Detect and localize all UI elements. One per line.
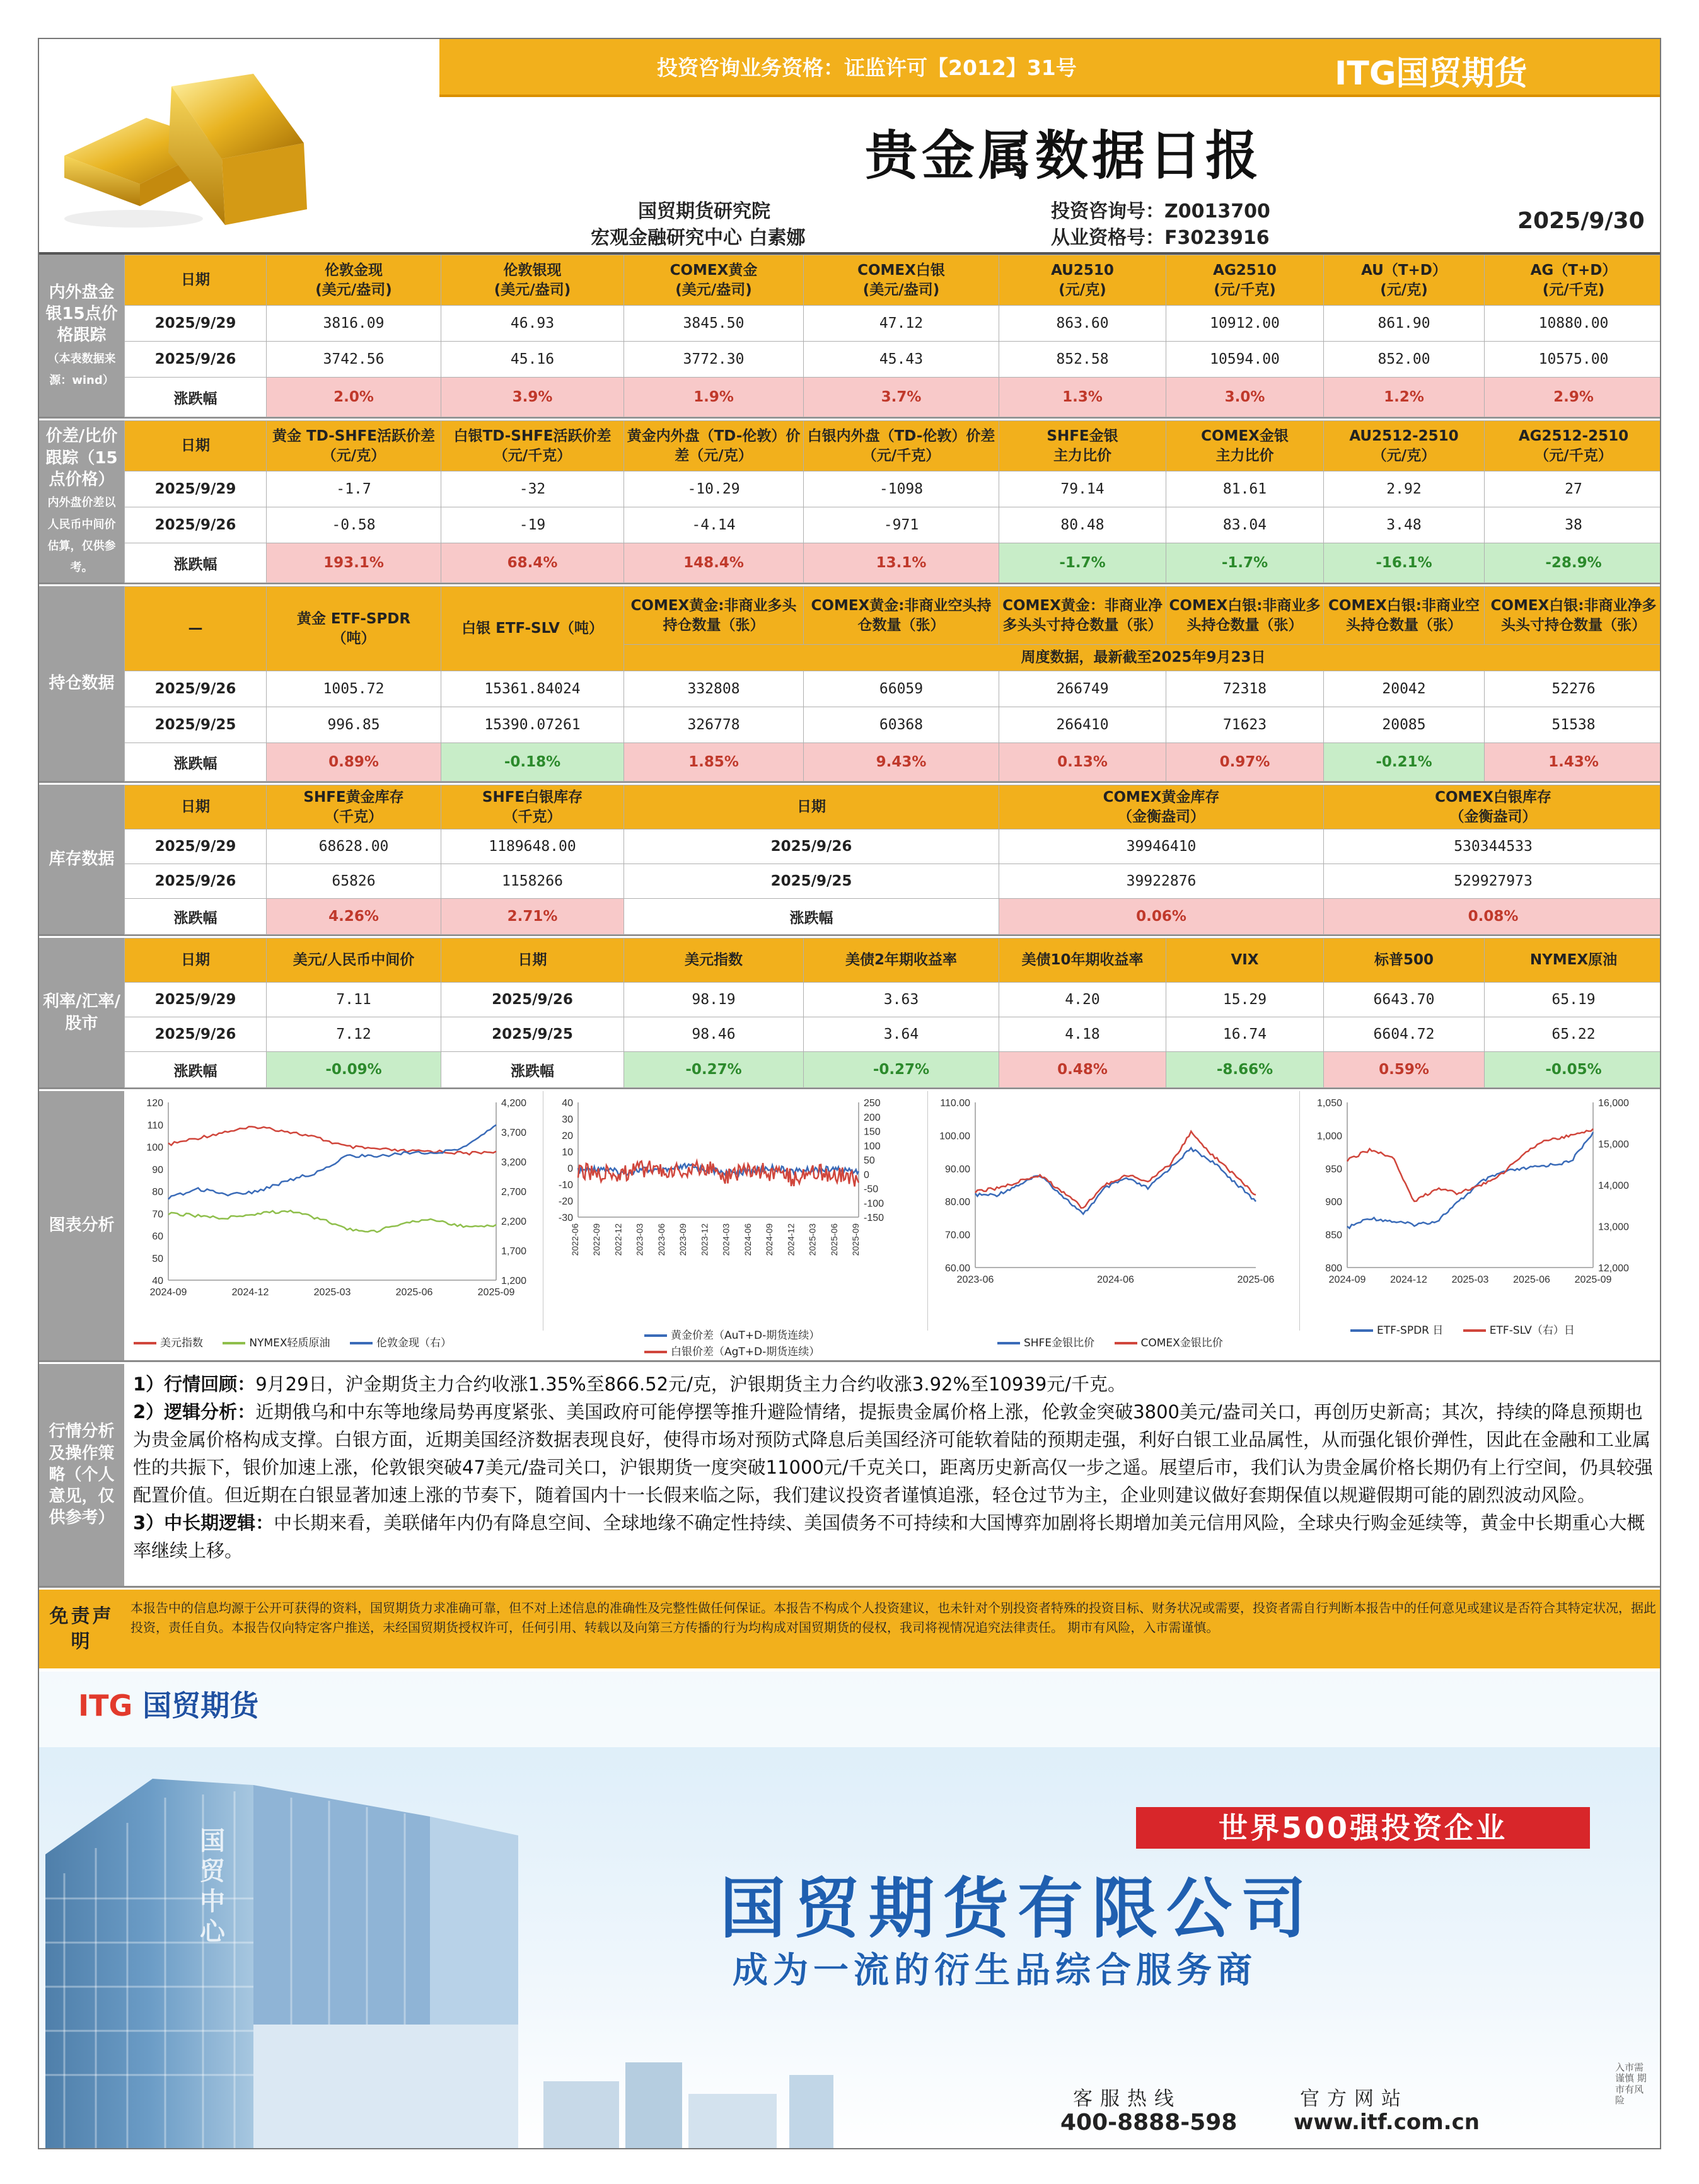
report-title: 贵金属数据日报 bbox=[865, 125, 1263, 187]
table-row: 2025/9/29 -1.7 -32 -10.29 -1098 79.14 81.61 2.92 27 bbox=[125, 471, 1662, 507]
chart-legend-1: 美元指数 NYMEX轻质原油 伦敦金现（右） bbox=[134, 1334, 468, 1349]
y-tick-label: 50 bbox=[152, 1253, 163, 1264]
table-row: 2025/9/26 1005.72 15361.84024 332808 66059 266749 72318 20042 52276 bbox=[125, 671, 1662, 707]
series-line bbox=[975, 1131, 1256, 1208]
col-header: COMEX白银 (美元/盎司) bbox=[804, 255, 999, 306]
position-header-row: — 黄金 ETF-SPDR （吨） 白银 ETF-SLV（吨） COMEX黄金:非商业多头持仓数量（张） COMEX黄金:非商业空头持仓数量（张） COMEX黄金：非商业净多头头寸持仓数量（张） COMEX白银:非商业多头持仓数量（张） COMEX白银:非商业空头持仓数量（张） COMEX白银:非商业净多头头寸持仓数量（张） bbox=[125, 587, 1662, 645]
y-tick-label: 900 bbox=[1325, 1197, 1342, 1208]
y-tick-label: 40 bbox=[152, 1276, 163, 1286]
charts-section-label: 图表分析 bbox=[39, 1091, 124, 1360]
top-banner bbox=[439, 39, 1661, 97]
table-row: 2025/9/26 -0.58 -19 -4.14 -971 80.48 83.04 3.48 38 bbox=[125, 507, 1662, 543]
y-tick-label: 100.00 bbox=[939, 1131, 970, 1142]
y2-tick-label: 2,200 bbox=[501, 1216, 527, 1227]
change-row: 涨跌幅 193.1% 68.4% 148.4% 13.1% -1.7% -1.7% -16.1% -28.9% bbox=[125, 543, 1662, 583]
col-header: 伦敦金现 (美元/盎司) bbox=[267, 255, 441, 306]
inventory-section bbox=[39, 785, 1661, 936]
y-tick-label: 10 bbox=[562, 1147, 573, 1158]
change-row: 涨跌幅 -0.09% 涨跌幅 -0.27% -0.27% 0.48% -8.66% 0.59% -0.05% bbox=[125, 1052, 1662, 1088]
y-tick-label: 110.00 bbox=[940, 1098, 970, 1109]
chart-gold-silver-spread bbox=[543, 1091, 928, 1331]
license-text: 投资咨询业务资格：证监许可【2012】31号 bbox=[657, 55, 1077, 80]
position-table bbox=[124, 586, 1661, 782]
position-section-label: 持仓数据 bbox=[39, 586, 124, 781]
analysis-paragraph-2: 2）逻辑分析：近期俄乌和中东等地缘局势再度紧张、美国政府可能停摆等推升避险情绪，提振贵金属价格上涨，伦敦金突破3800美元/盎司关口，再创历史新高；其次，持续的降息预期也为贵金属价格构成支撑。白银方面，近期美国经济数据表现良好，使得市场对预防式降息后美国经济可能软着陆的预期走强，利好白银工业品属性，从而强化银价弹性，因此在金融和工业属性的共振下，银价加速上涨，伦敦银突破47美元/盎司关口，沪银期货一度突破11000元/千克关口，距离历史新高仅一步之遥。展望后市，我们认为贵金属价格长期仍有上行空间，仍具较强配置价值。但近期在白银显著加速上涨的节奏下，随着国内十一长假来临之际，我们建议投资者谨慎追涨，轻仓过节为主，企业则建议做好套期保值以规避假期可能的剧烈波动风险。 bbox=[133, 1401, 1653, 1506]
x-tick-label: 2025-09 bbox=[850, 1223, 861, 1256]
x-tick-label: 2022-06 bbox=[570, 1223, 580, 1256]
y2-tick-label: 1,700 bbox=[501, 1246, 527, 1257]
x-tick-label: 2024-12 bbox=[231, 1287, 269, 1298]
y2-tick-label: 1,200 bbox=[501, 1276, 527, 1286]
analysis-paragraph-1: 1）行情回顾：9月29日，沪金期货主力合约收涨1.35%至866.52元/克，沪银期货主力合约收涨3.92%至10939元/千克。 bbox=[133, 1373, 1127, 1395]
inventory-header-row: 日期 SHFE黄金库存 （千克） SHFE白银库存 （千克） 日期 COMEX黄金库存 （金衡盎司） COMEX白银库存 （金衡盎司） bbox=[125, 785, 1662, 829]
spread-table bbox=[124, 420, 1661, 583]
y-tick-label: 850 bbox=[1325, 1230, 1342, 1241]
chart-etf-holdings bbox=[1300, 1091, 1661, 1331]
charts-section bbox=[39, 1091, 1661, 1362]
y2-tick-label: 0 bbox=[864, 1169, 869, 1181]
y-tick-label: 90.00 bbox=[944, 1164, 970, 1175]
y-tick-label: -30 bbox=[558, 1213, 573, 1223]
y-tick-label: 110 bbox=[147, 1120, 163, 1131]
spread-section bbox=[39, 420, 1661, 584]
company-name: 国贸期货有限公司 bbox=[720, 1870, 1316, 1947]
y2-tick-label: 200 bbox=[864, 1112, 881, 1123]
analysis-section bbox=[39, 1364, 1661, 1588]
x-tick-label: 2024-12 bbox=[786, 1223, 796, 1256]
x-tick-label: 2023-06 bbox=[656, 1223, 666, 1256]
price-header-row bbox=[125, 255, 1662, 306]
rates-section-label: 利率/汇率/股市 bbox=[39, 938, 124, 1087]
disclaimer-label: 免责声明 bbox=[39, 1590, 124, 1668]
table-row: 2025/9/29 7.11 2025/9/26 98.19 3.63 4.20 15.29 6643.70 65.19 bbox=[125, 983, 1662, 1017]
table-row: 2025/9/25 996.85 15390.07261 326778 60368 266410 71623 20085 51538 bbox=[125, 707, 1662, 743]
table-row: 2025/9/26 3742.56 45.16 3772.30 45.43 852.58 10594.00 852.00 10575.00 bbox=[125, 342, 1662, 378]
x-tick-label: 2022-12 bbox=[613, 1223, 623, 1256]
y-tick-label: 120 bbox=[146, 1098, 163, 1109]
y2-tick-label: 12,000 bbox=[1598, 1263, 1629, 1274]
analysis-paragraph-3: 3）中长期逻辑：中长期来看，美联储年内仍有降息空间、全球地缘不确定性持续、美国债务不可持续和大国博弈加剧将长期增加美元信用风险，全球央行购金延续等，黄金中长期重心大概率继续上移。 bbox=[133, 1512, 1645, 1562]
gold-bar-image bbox=[52, 49, 329, 238]
y2-tick-label: 13,000 bbox=[1598, 1222, 1629, 1233]
x-tick-label: 2024-09 bbox=[1328, 1274, 1366, 1285]
y-tick-label: 1,050 bbox=[1316, 1098, 1342, 1109]
inventory-section-label: 库存数据 bbox=[39, 785, 124, 934]
building-signage: 国贸中心 bbox=[200, 1827, 225, 1946]
risk-notice: 入市需谨慎 期市有风险 bbox=[1615, 2062, 1647, 2106]
y2-tick-label: 3,700 bbox=[501, 1128, 527, 1138]
research-center: 宏观金融研究中心 白素娜 bbox=[591, 227, 806, 249]
website-label: 官方网站 bbox=[1300, 2088, 1408, 2110]
x-tick-label: 2025-03 bbox=[313, 1287, 351, 1298]
x-tick-label: 2024-06 bbox=[1097, 1274, 1134, 1285]
x-tick-label: 2023-12 bbox=[699, 1223, 710, 1256]
disclaimer-section bbox=[39, 1590, 1661, 1668]
y2-tick-label: 15,000 bbox=[1598, 1139, 1629, 1150]
x-tick-label: 2024-03 bbox=[721, 1223, 731, 1256]
col-header: 日期 bbox=[125, 255, 267, 306]
y-tick-label: -20 bbox=[558, 1196, 573, 1207]
y-tick-label: 950 bbox=[1325, 1164, 1342, 1175]
website-url[interactable]: www.itf.com.cn bbox=[1294, 2110, 1480, 2135]
y-tick-label: 90 bbox=[152, 1164, 163, 1176]
x-tick-label: 2025-06 bbox=[828, 1223, 839, 1256]
x-tick-label: 2025-09 bbox=[477, 1287, 515, 1298]
y-tick-label: 70 bbox=[152, 1209, 163, 1220]
analysis-section-label: 行情分析及操作策略（个人意见，仅供参考） bbox=[39, 1364, 124, 1586]
x-tick-label: 2025-03 bbox=[1451, 1274, 1489, 1285]
institute-name: 国贸期货研究院 bbox=[638, 200, 770, 222]
report-date: 2025/9/30 bbox=[1517, 208, 1645, 234]
inventory-table bbox=[124, 785, 1661, 935]
series-line bbox=[1347, 1132, 1593, 1228]
x-tick-label: 2023-03 bbox=[634, 1223, 645, 1256]
change-row: 涨跌幅 2.0% 3.9% 1.9% 3.7% 1.3% 3.0% 1.2% 2.9% bbox=[125, 378, 1662, 417]
x-tick-label: 2025-06 bbox=[395, 1287, 433, 1298]
spread-section-label: 价差/比价跟踪（15点价格） 内外盘价差以人民币中间价估算，仅供参考。 bbox=[39, 420, 124, 582]
chart-legend-4: ETF-SPDR 日 ETF-SLV（右）日 bbox=[1350, 1321, 1591, 1337]
x-tick-label: 2025-06 bbox=[1513, 1274, 1550, 1285]
brand-logo: ITG国贸期货 bbox=[1335, 55, 1528, 93]
y-tick-label: 800 bbox=[1325, 1263, 1342, 1274]
hotline-number: 400-8888-598 bbox=[1060, 2110, 1238, 2135]
chart-panel-4 bbox=[1300, 1091, 1661, 1331]
y2-tick-label: 250 bbox=[864, 1098, 881, 1109]
x-tick-label: 2022-09 bbox=[591, 1223, 602, 1256]
chart-gold-silver-ratio bbox=[928, 1091, 1300, 1331]
y-tick-label: 100 bbox=[146, 1142, 163, 1153]
position-section bbox=[39, 586, 1661, 783]
y-tick-label: 1,000 bbox=[1316, 1131, 1342, 1142]
tagline-badge: 世界500强投资企业 bbox=[1136, 1807, 1590, 1849]
y-tick-label: 60 bbox=[152, 1231, 163, 1242]
table-row: 2025/9/26 65826 1158266 2025/9/25 39922876 529927973 bbox=[125, 864, 1662, 899]
hotline-label: 客服热线 bbox=[1073, 2088, 1181, 2110]
col-header: 伦敦银现 (美元/盎司) bbox=[441, 255, 624, 306]
y-tick-label: 80.00 bbox=[944, 1197, 970, 1208]
y2-tick-label: 16,000 bbox=[1598, 1098, 1629, 1109]
col-header: AG2510 (元/千克) bbox=[1166, 255, 1324, 306]
y2-tick-label: 14,000 bbox=[1598, 1181, 1629, 1191]
col-header: AU2510 (元/克) bbox=[999, 255, 1166, 306]
banner-logo: ITG 国贸期货 bbox=[78, 1689, 259, 1723]
rates-section bbox=[39, 938, 1661, 1089]
col-header: AG（T+D） (元/千克) bbox=[1485, 255, 1662, 306]
series-line bbox=[168, 1211, 496, 1232]
x-tick-label: 2024-06 bbox=[742, 1223, 753, 1256]
price-section-label: 内外盘金银15点价格跟踪 （本表数据来源：wind） bbox=[39, 255, 124, 417]
price-section bbox=[39, 255, 1661, 419]
y-tick-label: 70.00 bbox=[944, 1230, 970, 1241]
y2-tick-label: 2,700 bbox=[501, 1187, 527, 1198]
analysis-text bbox=[124, 1364, 1661, 1586]
company-slogan: 成为一流的衍生品综合服务商 bbox=[733, 1950, 1257, 1991]
x-tick-label: 2023-06 bbox=[956, 1274, 994, 1285]
y2-tick-label: -50 bbox=[864, 1184, 879, 1195]
y2-tick-label: -100 bbox=[864, 1198, 884, 1210]
consult-number: 投资咨询号：Z0013700 bbox=[1051, 200, 1270, 222]
disclaimer-text: 本报告中的信息均源于公开可获得的资料，国贸期货力求准确可靠，但不对上述信息的准确性及完整性做任何保证。本报告不构成个人投资建议，也未针对个别投资者特殊的投资目标、财务状况或需要，投资者需自行判断本报告中的任何意见或建议是否符合其特定状况，据此投资，责任自负。本报告仅向特定客户推送，未经国贸期货授权许可，任何引用、转载以及向第三方传播的行为均构成对国贸期货的侵权，我司将视情况追究法律责任。 期市有风险，入市需谨慎。 bbox=[130, 1600, 1656, 1635]
y-tick-label: 60.00 bbox=[944, 1263, 970, 1274]
chart-panel-2 bbox=[543, 1091, 928, 1331]
y-tick-label: 20 bbox=[562, 1131, 573, 1141]
col-header: AU（T+D） (元/克) bbox=[1324, 255, 1485, 306]
col-header: COMEX黄金 (美元/盎司) bbox=[624, 255, 804, 306]
x-tick-label: 2024-09 bbox=[149, 1287, 187, 1298]
x-tick-label: 2024-09 bbox=[764, 1223, 775, 1256]
table-row: 2025/9/29 3816.09 46.93 3845.50 47.12 863.60 10912.00 861.90 10880.00 bbox=[125, 306, 1662, 342]
chart-usd-oil-gold bbox=[124, 1091, 543, 1331]
y-tick-label: -10 bbox=[558, 1180, 573, 1191]
y-tick-label: 0 bbox=[567, 1164, 573, 1174]
y-tick-label: 80 bbox=[152, 1187, 163, 1198]
chart-legend-3: SHFE金银比价 COMEX金银比价 bbox=[997, 1334, 1239, 1349]
price-table bbox=[124, 255, 1661, 417]
y2-tick-label: -150 bbox=[864, 1213, 884, 1223]
weekly-note: 周度数据，最新截至2025年9月23日 bbox=[624, 645, 1662, 671]
table-row: 2025/9/26 7.12 2025/9/25 98.46 3.64 4.18 16.74 6604.72 65.22 bbox=[125, 1017, 1662, 1052]
rates-table bbox=[124, 938, 1661, 1088]
spread-header-row: 日期 黄金 TD-SHFE活跃价差（元/克） 白银TD-SHFE活跃价差（元/千克） 黄金内外盘（TD-伦敦）价差（元/克） 白银内外盘（TD-伦敦）价差（元/千克） SHFE金银 主力比价 COMEX金银 主力比价 AU2512-2510 （元/克） AG2512-2510 （元/千克） bbox=[125, 421, 1662, 471]
y2-tick-label: 3,200 bbox=[501, 1157, 527, 1168]
y-tick-label: 30 bbox=[562, 1114, 573, 1125]
y2-tick-label: 50 bbox=[864, 1155, 875, 1166]
x-tick-label: 2025-03 bbox=[807, 1223, 818, 1256]
y-tick-label: 40 bbox=[562, 1098, 573, 1109]
series-line bbox=[578, 1161, 859, 1187]
chart-panel-3 bbox=[928, 1091, 1300, 1331]
y2-tick-label: 100 bbox=[864, 1141, 881, 1152]
table-row: 2025/9/29 68628.00 1189648.00 2025/9/26 39946410 530344533 bbox=[125, 829, 1662, 864]
practice-number: 从业资格号：F3023916 bbox=[1051, 227, 1270, 249]
rates-header-row: 日期 美元/人民币中间价 日期 美元指数 美债2年期收益率 美债10年期收益率 VIX 标普500 NYMEX原油 bbox=[125, 939, 1662, 983]
company-banner bbox=[39, 1672, 1661, 2149]
change-row: 涨跌幅 4.26% 2.71% 涨跌幅 0.06% 0.08% bbox=[125, 899, 1662, 935]
chart-panel-1 bbox=[124, 1091, 543, 1331]
change-row: 涨跌幅 0.89% -0.18% 1.85% 9.43% 0.13% 0.97% -0.21% 1.43% bbox=[125, 743, 1662, 782]
x-tick-label: 2025-06 bbox=[1237, 1274, 1275, 1285]
chart-legend-2: 黄金价差（AuT+D-期货连续） 白银价差（AgT+D-期货连续） bbox=[644, 1327, 820, 1361]
y2-tick-label: 150 bbox=[864, 1126, 881, 1138]
x-tick-label: 2023-09 bbox=[678, 1223, 688, 1256]
x-tick-label: 2025-09 bbox=[1574, 1274, 1612, 1285]
report-page bbox=[38, 38, 1661, 2149]
series-line bbox=[168, 1125, 496, 1199]
x-tick-label: 2024-12 bbox=[1390, 1274, 1427, 1285]
y2-tick-label: 4,200 bbox=[501, 1098, 527, 1109]
